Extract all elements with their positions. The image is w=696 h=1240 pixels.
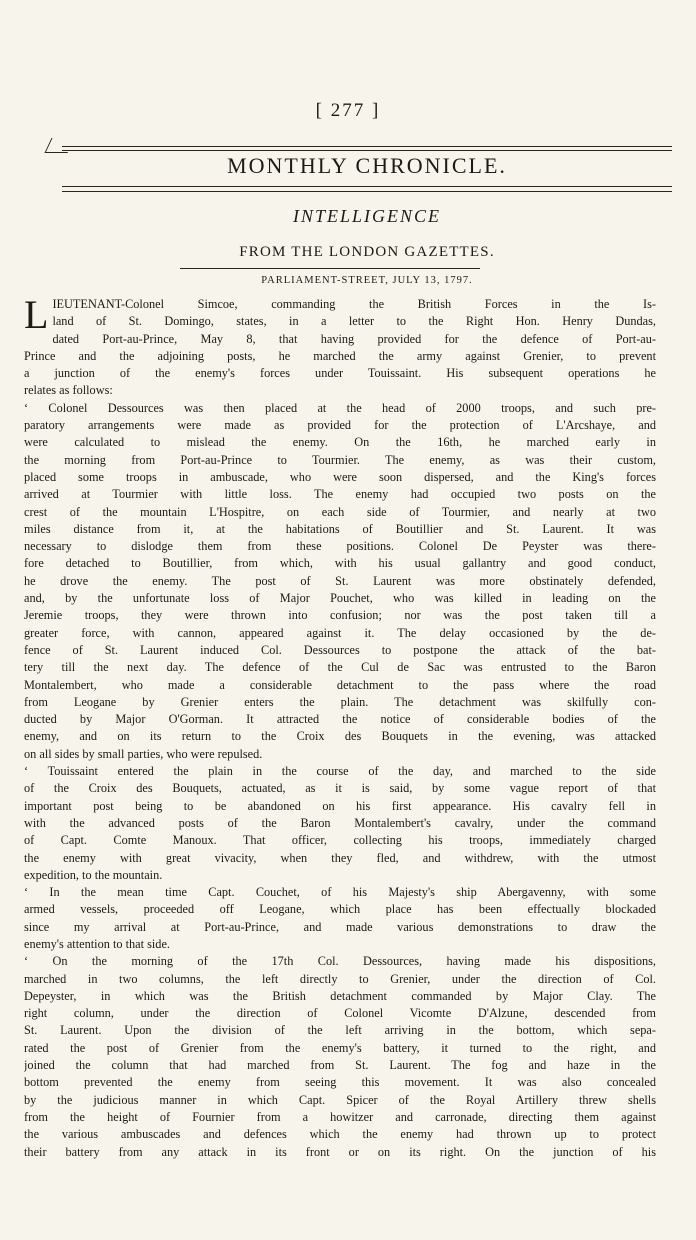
text-line: fence of St. Laurent induced Col. Dessources to postpone the attack of the bat-: [24, 642, 656, 657]
article-body: [24, 292, 656, 1161]
heading-rule: [180, 268, 480, 269]
text-line: important post being to be abandoned on his first appearance. His cavalry fell in: [24, 798, 656, 813]
text-line: the various ambuscades and defences which the enemy had thrown up to protect: [24, 1127, 656, 1142]
text-line: rated the post of Grenier from the enemy's battery, it turned to the right, and: [24, 1040, 656, 1055]
text-line: armed vessels, proceeded off Leogane, which place has been effectually blockaded: [24, 902, 656, 917]
subheading: FROM THE LONDON GAZETTES.: [239, 244, 495, 260]
text-line: since my arrival at Port-au-Prince, and made various demonstrations to draw the: [24, 919, 656, 934]
text-line: fore detached to Boutillier, from which, with his usual gallantry and good conduct,: [24, 556, 656, 571]
text-line: right column, under the direction of Colonel Vicomte D'Alzune, descended from: [24, 1006, 656, 1021]
text-line: were calculated to mislead the enemy. On the 16th, he marched early in: [24, 435, 656, 450]
text-line: land of St. Domingo, states, in a letter to the Right Hon. Henry Dundas,: [52, 314, 656, 329]
text-line: the morning from Port-au-Prince to Tourmier. The enemy, as was their custom,: [24, 452, 656, 467]
text-line: enemy, and on its return to the Croix des Bouquets in the evening, was attacked: [24, 729, 656, 744]
heading: INTELLIGENCE: [292, 206, 442, 226]
text-line: ‘ On the morning of the 17th Col. Dessources, having made his dispositions,: [24, 954, 656, 969]
text-line: joined the column that had marched from St. Laurent. The fog and haze in the: [24, 1058, 656, 1073]
text-line: by the judicious manner in which Capt. Spicer of the Royal Artillery threw shells: [24, 1092, 656, 1107]
text-line: tery till the next day. The defence of the Cul de Sac was entrusted to the Baron: [24, 660, 656, 675]
text-line: Prince and the adjoining posts, he marched the army against Grenier, to prevent: [24, 348, 656, 363]
text-line: he drove the enemy. The post of St. Laurent was more obstinately defended,: [24, 573, 656, 588]
text-line: ‘ Touissaint entered the plain in the course of the day, and marched to the side: [24, 764, 656, 779]
text-line: necessary to dislodge them from these positions. Colonel De Peyster was there-: [24, 539, 656, 554]
text-line: paratory arrangements were made as provided for the protection of L'Arcshaye, and: [24, 418, 656, 433]
top-rule-thin: [62, 150, 672, 151]
text-line: of Capt. Comte Manoux. That officer, collecting his troops, immediately charged: [24, 833, 656, 848]
text-line: crest of the mountain L'Hospitre, on each side of Tourmier, and nearly at two: [24, 504, 656, 519]
text-line: marched in two columns, the left directly to Grenier, under the direction of Col.: [24, 971, 656, 986]
text-line: enemy's attention to that side.: [24, 936, 170, 951]
text-line: St. Laurent. Upon the division of the left arriving in the bottom, which sepa-: [24, 1023, 656, 1038]
text-line: miles distance from it, at the habitations of Boutillier and St. Laurent. It was: [24, 521, 656, 536]
page-number: [ 277 ]: [315, 100, 381, 121]
section-title: MONTHLY CHRONICLE.: [227, 153, 507, 178]
text-line: ‘ In the mean time Capt. Couchet, of his Majesty's ship Abergavenny, with some: [24, 885, 656, 900]
dateline: PARLIAMENT-STREET, JULY 13, 1797.: [261, 275, 473, 286]
text-line: a junction of the enemy's forces under Touissaint. His subsequent operations he: [24, 366, 656, 381]
top-rule: [62, 146, 672, 147]
text-line: arrived at Tourmier with little loss. The enemy had occupied two posts on the: [24, 487, 656, 502]
drop-cap: L: [24, 292, 49, 337]
section-rule-thin: [62, 191, 672, 192]
text-line: placed some troops in ambuscade, who were soon dispersed, and the King's forces: [24, 469, 656, 484]
text-line: from Leogane by Grenier enters the plain. The detachment was skilfully con-: [24, 694, 656, 709]
text-line: IEUTENANT-Colonel Simcoe, commanding the British Forces in the Is-: [52, 297, 656, 311]
text-line: and, by the unfortunate loss of Major Pouchet, who was killed in leading on the: [24, 591, 656, 606]
text-line: the enemy with great vivacity, when they fled, and withdrew, with the utmost: [24, 850, 656, 865]
text-line: of the Croix des Bouquets, actuated, as it is said, by some vague report of that: [24, 781, 656, 796]
text-line: from the height of Fournier from a howitzer and carronade, directing them against: [24, 1109, 656, 1124]
text-line: expedition, to the mountain.: [24, 867, 163, 882]
text-line: greater force, with cannon, appeared against it. The delay occasioned by the de-: [24, 625, 656, 640]
text-line: ‘ Colonel Dessources was then placed at the head of 2000 troops, and such pre-: [24, 400, 656, 415]
text-line: Montalembert, who made a considerable detachment to the pass where the road: [24, 677, 656, 692]
text-line: their battery from any attack in its front or on its right. On the junction of his: [24, 1144, 656, 1159]
text-line: Jeremie troops, they were thrown into confusion; nor was the post taken till a: [24, 608, 656, 623]
section-rule: [62, 186, 672, 187]
text-line: ducted by Major O'Gorman. It attracted the notice of considerable bodies of the: [24, 712, 656, 727]
text-line: on all sides by small parties, who were repulsed.: [24, 746, 263, 761]
text-line: dated Port-au-Prince, May 8, that having provided for the defence of Port-au-: [52, 331, 656, 346]
text-line: relates as follows:: [24, 383, 113, 398]
text-line: with the advanced posts of the Baron Montalembert's cavalry, under the command: [24, 815, 656, 830]
text-line: Depeyster, in which was the British detachment commanded by Major Clay. The: [24, 988, 656, 1003]
text-line: bottom prevented the enemy from seeing this movement. It was also concealed: [24, 1075, 656, 1090]
